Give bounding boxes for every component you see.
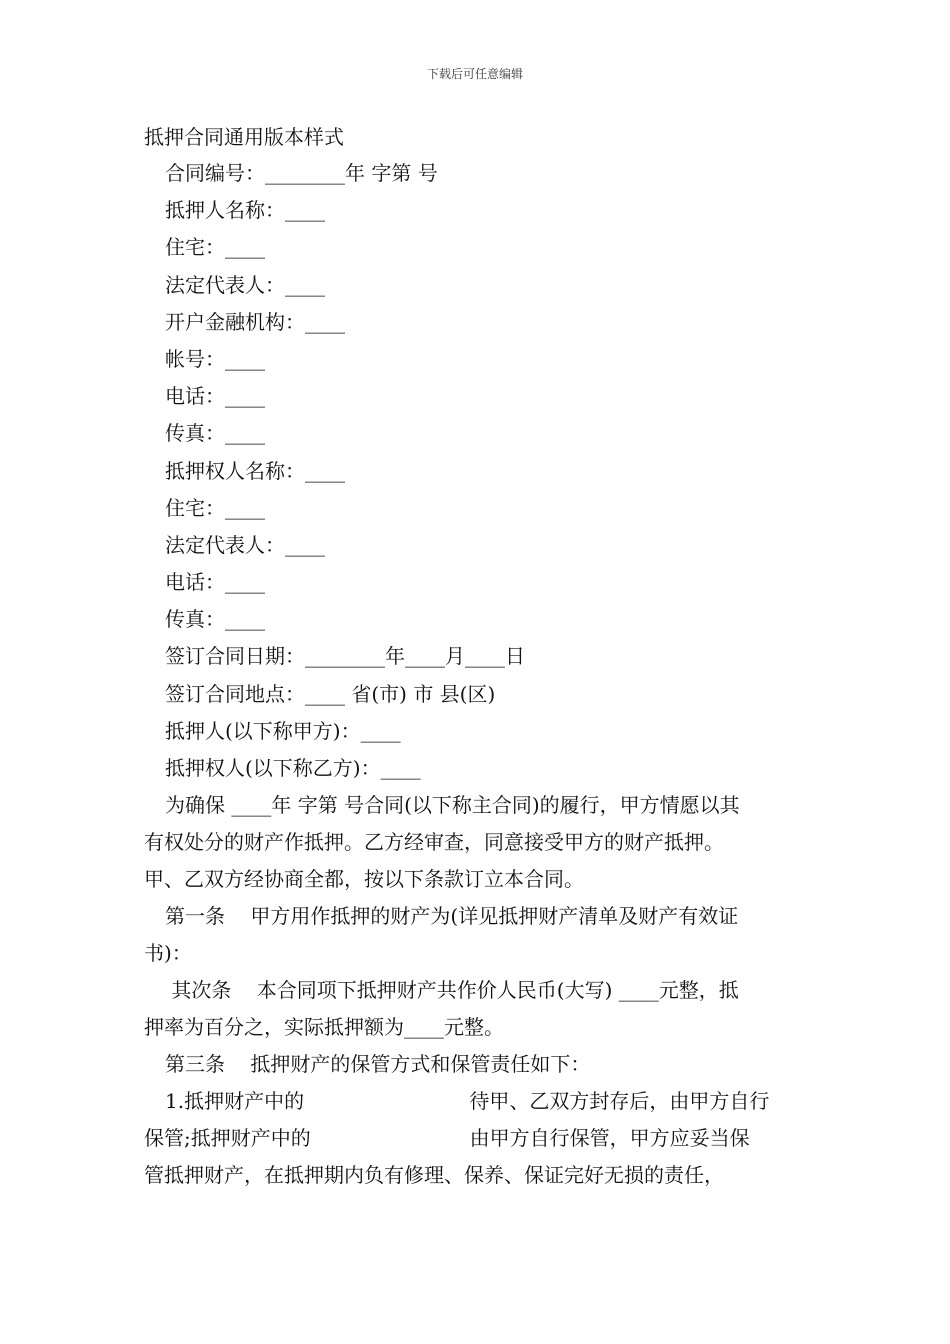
info-line: 开户金融机构：____ xyxy=(165,309,345,334)
article-3 xyxy=(144,1046,806,1083)
paragraph-line: 押率为百分之，实际抵押额为____元整。 xyxy=(144,1015,504,1040)
info-line: 抵押权人(以下称乙方)：____ xyxy=(165,756,421,780)
info-line: 传真：____ xyxy=(165,607,265,632)
info-line: 法定代表人：____ xyxy=(165,272,325,297)
info-line: 法定代表人：____ xyxy=(165,532,325,557)
page-header: 下载后可任意编辑 xyxy=(426,67,523,81)
info-line: 帐号：____ xyxy=(165,346,265,371)
paragraph-line: 有权处分的财产作抵押。乙方经审查，同意接受甲方的财产抵押。 xyxy=(144,830,724,855)
info-line: 合同编号：________年 字第 号 xyxy=(165,161,438,185)
paragraph-line: 1.抵押财产中的 待甲、乙双方封存后，由甲方自行 xyxy=(165,1089,770,1113)
info-line: 传真：____ xyxy=(165,421,265,446)
info-line: 抵押人(以下称甲方)：____ xyxy=(165,718,401,743)
article-2 xyxy=(144,972,806,1046)
preamble-paragraph xyxy=(144,787,806,899)
paragraph-line: 第三条 抵押财产的保管方式和保管责任如下： xyxy=(165,1052,591,1076)
article-1 xyxy=(144,898,806,972)
paragraph-line: 管抵押财产，在抵押期内负有修理、保养、保证完好无损的责任， xyxy=(144,1163,724,1188)
paragraph-line: 其次条 本合同项下抵押财产共作价人民币(大写) ____元整，抵 xyxy=(165,978,739,1002)
paragraph-line: 甲、乙双方经协商全都，按以下条款订立本合同。 xyxy=(144,867,584,892)
info-line: 住宅：____ xyxy=(165,235,265,260)
paragraph-line: 保管;抵押财产中的 由甲方自行保管，甲方应妥当保 xyxy=(144,1126,750,1151)
info-line: 电话：____ xyxy=(165,384,265,409)
info-line: 签订合同日期：________年____月____日 xyxy=(165,644,525,669)
info-line: 抵押权人名称：____ xyxy=(165,458,345,483)
info-line: 签订合同地点：____ 省(市) 市 县(区) xyxy=(165,681,496,706)
info-line: 抵押人名称：____ xyxy=(165,198,325,223)
document-title: 抵押合同通用版本样式 xyxy=(144,125,344,149)
paragraph-line: 第一条 甲方用作抵押的财产为(详见抵押财产清单及财产有效证 xyxy=(165,904,739,928)
info-line: 电话：____ xyxy=(165,570,265,595)
paragraph-line: 为确保 ____年 字第 号合同(以下称主合同)的履行，甲方情愿以其 xyxy=(165,793,740,817)
paragraph-line: 书)： xyxy=(144,941,192,966)
info-line: 住宅：____ xyxy=(165,495,265,520)
party-info-block xyxy=(144,155,806,787)
article-3-item-1 xyxy=(144,1083,806,1195)
